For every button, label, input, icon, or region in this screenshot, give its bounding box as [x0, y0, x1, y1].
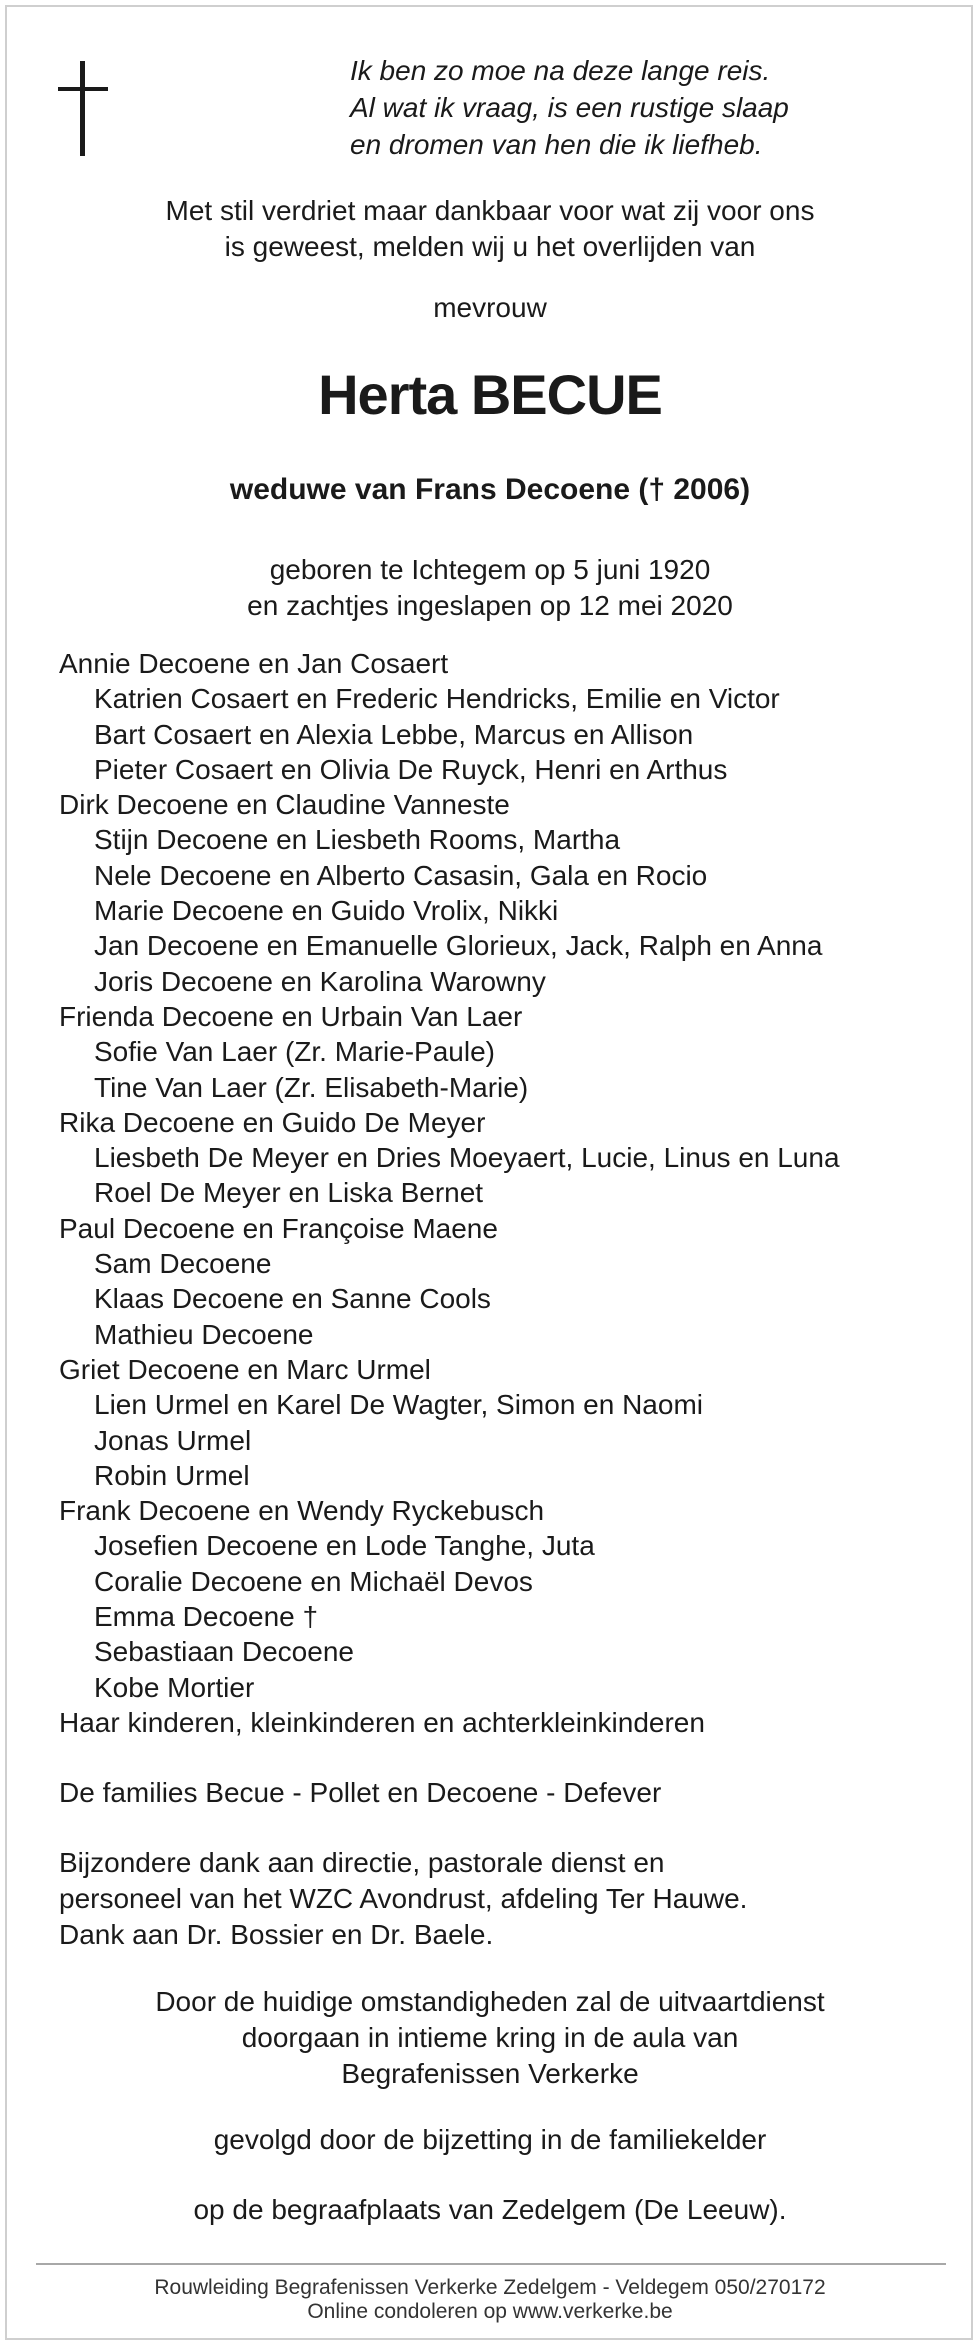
family-member-child: Roel De Meyer en Liska Bernet [94, 1177, 484, 1209]
latin-cross-icon [58, 61, 108, 156]
thanks-line: personeel van het WZC Avondrust, afdeling Ter Hauwe. [59, 1883, 748, 1914]
intro-line: Met stil verdriet maar dankbaar voor wat zij voor ons [165, 195, 815, 226]
cemetery-line: op de begraafplaats van Zedelgem (De Leeuw). [193, 2194, 787, 2225]
family-member-child: Coralie Decoene en Michaël Devos [94, 1565, 533, 1597]
family-member-child: Joris Decoene en Karolina Warowny [94, 965, 546, 997]
family-member: Griet Decoene en Marc Urmel [59, 1353, 431, 1385]
family-member-child: Pieter Cosaert en Olivia De Ruyck, Henri en Arthus [94, 753, 728, 785]
family-member-child: Emma Decoene † [94, 1601, 319, 1633]
service-line: doorgaan in intieme kring in de aula van [241, 2022, 739, 2053]
death-line: en zachtjes ingeslapen op 12 mei 2020 [247, 590, 733, 621]
family-member: Dirk Decoene en Claudine Vanneste [59, 789, 510, 821]
family-member-child: Robin Urmel [94, 1459, 250, 1491]
poem [350, 52, 789, 163]
family-member: Rika Decoene en Guido De Meyer [59, 1106, 486, 1138]
families-line: De families Becue - Pollet en Decoene - Defever [59, 1777, 662, 1808]
service-line: Begrafenissen Verkerke [341, 2058, 639, 2089]
intro-text [0, 193, 980, 265]
family-member-child: Lien Urmel en Karel De Wagter, Simon en Naomi [94, 1389, 703, 1421]
family-list [59, 646, 840, 1740]
footer [0, 2276, 980, 2324]
family-member-child: Bart Cosaert en Alexia Lebbe, Marcus en Allison [94, 718, 694, 750]
family-member: Haar kinderen, kleinkinderen en achterkleinkinderen [59, 1706, 705, 1738]
honorific: mevrouw [433, 292, 547, 323]
funeral-director-line: Rouwleiding Begrafenissen Verkerke Zedelgem - Veldegem 050/270172 [154, 2276, 826, 2299]
thanks-line: Bijzondere dank aan directie, pastorale dienst en [59, 1847, 665, 1878]
thanks-line: Dank aan Dr. Bossier en Dr. Baele. [59, 1919, 494, 1950]
birth-line: geboren te Ichtegem op 5 juni 1920 [269, 554, 711, 585]
family-member-child: Sofie Van Laer (Zr. Marie-Paule) [94, 1036, 495, 1068]
family-member-child: Kobe Mortier [94, 1671, 255, 1703]
family-member-child: Tine Van Laer (Zr. Elisabeth-Marie) [94, 1071, 529, 1103]
life-dates [0, 552, 980, 624]
family-member-child: Sam Decoene [94, 1248, 272, 1280]
poem-line: Ik ben zo moe na deze lange reis. [350, 55, 771, 86]
family-member: Annie Decoene en Jan Cosaert [59, 648, 449, 679]
family-member: Frienda Decoene en Urbain Van Laer [59, 1000, 523, 1032]
thanks-text [59, 1845, 747, 1953]
widow-of: weduwe van Frans Decoene († 2006) [229, 473, 751, 506]
cross-horizontal-bar [58, 87, 108, 91]
family-member: Frank Decoene en Wendy Ryckebusch [59, 1495, 545, 1527]
family-member-child: Klaas Decoene en Sanne Cools [94, 1283, 491, 1315]
family-member-child: Josefien Decoene en Lode Tanghe, Juta [94, 1530, 595, 1562]
poem-line: Al wat ik vraag, is een rustige slaap [350, 92, 789, 123]
condolence-line: Online condoleren op www.verkerke.be [307, 2300, 673, 2323]
family-member-child: Katrien Cosaert en Frederic Hendricks, Emilie en Victor [94, 683, 780, 715]
family-member-child: Sebastiaan Decoene [94, 1636, 354, 1668]
cross-vertical-bar [80, 61, 85, 156]
deceased-name: Herta BECUE [318, 363, 662, 426]
poem-line: en dromen van hen die ik liefheb. [350, 129, 763, 160]
family-member-child: Jonas Urmel [94, 1424, 252, 1456]
family-member-child: Marie Decoene en Guido Vrolix, Nikki [94, 895, 559, 927]
service-line: Door de huidige omstandigheden zal de uitvaartdienst [155, 1986, 825, 2017]
family-member-child: Mathieu Decoene [94, 1318, 314, 1350]
family-member-child: Jan Decoene en Emanuelle Glorieux, Jack, Ralph en Anna [94, 930, 823, 962]
service-text [0, 1984, 980, 2092]
footer-divider [36, 2263, 946, 2265]
interment-line: gevolgd door de bijzetting in de familiekelder [213, 2124, 767, 2155]
family-member-child: Nele Decoene en Alberto Casasin, Gala en Rocio [94, 859, 708, 891]
intro-line: is geweest, melden wij u het overlijden van [224, 231, 756, 262]
family-member-child: Stijn Decoene en Liesbeth Rooms, Martha [94, 824, 621, 856]
family-member-child: Liesbeth De Meyer en Dries Moeyaert, Lucie, Linus en Luna [94, 1142, 840, 1174]
family-member: Paul Decoene en Françoise Maene [59, 1212, 498, 1244]
